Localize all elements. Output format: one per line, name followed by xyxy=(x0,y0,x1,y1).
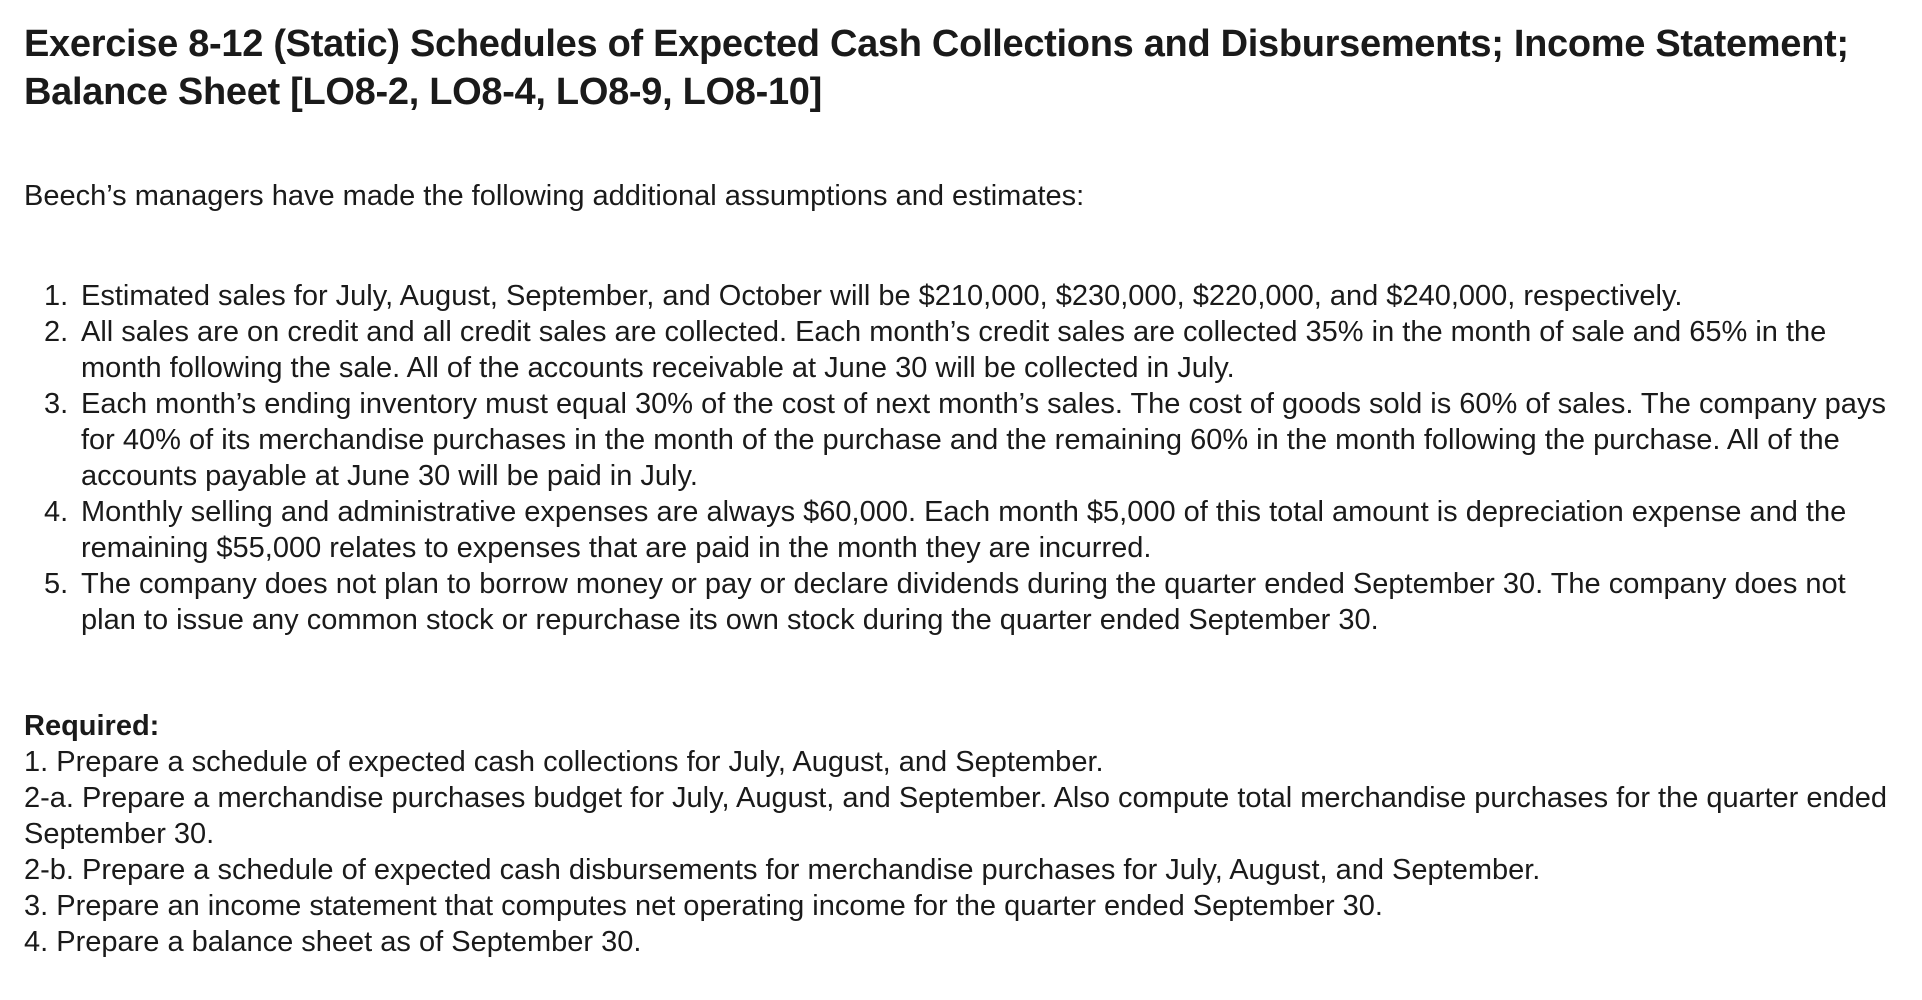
list-item-number: 2. xyxy=(44,316,69,348)
list-item-text: Each month’s ending inventory must equal 30% of the cost of next month’s sales. The cost of goods sold is 60% of sales. The company pays for 40% of its merchandise purchases in the month of the purchase and the remaining 60% in the month following the purchase. All of the accounts payable at June 30 will be paid in July. xyxy=(81,388,1886,492)
list-item-number: 3. xyxy=(44,388,69,420)
list-item-text: Monthly selling and administrative expenses are always $60,000. Each month $5,000 of this total amount is depreciation expense and the remaining $55,000 relates to expenses that are paid in the month they are incurred. xyxy=(81,496,1847,564)
list-item-number: 5. xyxy=(44,568,69,600)
required-item: 1. Prepare a schedule of expected cash collections for July, August, and September. xyxy=(24,746,1104,778)
required-item: 2-a. Prepare a merchandise purchases budget for July, August, and September. Also compute total merchandise purchases for the quarter ended September 30. xyxy=(24,782,1888,850)
assumptions-list xyxy=(24,278,1904,638)
list-item-text: All sales are on credit and all credit sales are collected. Each month’s credit sales are collected 35% in the month of sale and 65% in the month following the sale. All of the accounts receivable at June 30 will be collected in July. xyxy=(81,316,1827,384)
required-item: 4. Prepare a balance sheet as of September 30. xyxy=(24,926,642,958)
list-item-number: 1. xyxy=(44,280,69,312)
list-item xyxy=(44,494,1904,566)
list-item xyxy=(44,386,1904,494)
exercise-page xyxy=(24,20,1904,960)
required-heading: Required: xyxy=(24,710,160,742)
exercise-title: Exercise 8-12 (Static) Schedules of Expected Cash Collections and Disbursements; Income Statement; Balance Sheet [LO8-2, LO8-4, LO8-9, LO8-10] xyxy=(24,23,1849,113)
required-item: 2-b. Prepare a schedule of expected cash disbursements for merchandise purchases for July, August, and September. xyxy=(24,854,1541,886)
list-item-number: 4. xyxy=(44,496,69,528)
list-item xyxy=(44,566,1904,638)
list-item-text: Estimated sales for July, August, September, and October will be $210,000, $230,000, $220,000, and $240,000, respectively. xyxy=(81,280,1683,312)
list-item xyxy=(44,314,1904,386)
list-item-text: The company does not plan to borrow money or pay or declare dividends during the quarter ended September 30. The company does not plan to issue any common stock or repurchase its own stock during the quarter ended September 30. xyxy=(81,568,1846,636)
intro-text: Beech’s managers have made the following additional assumptions and estimates: xyxy=(24,180,1085,212)
list-item xyxy=(44,278,1904,314)
required-item: 3. Prepare an income statement that computes net operating income for the quarter ended September 30. xyxy=(24,890,1383,922)
